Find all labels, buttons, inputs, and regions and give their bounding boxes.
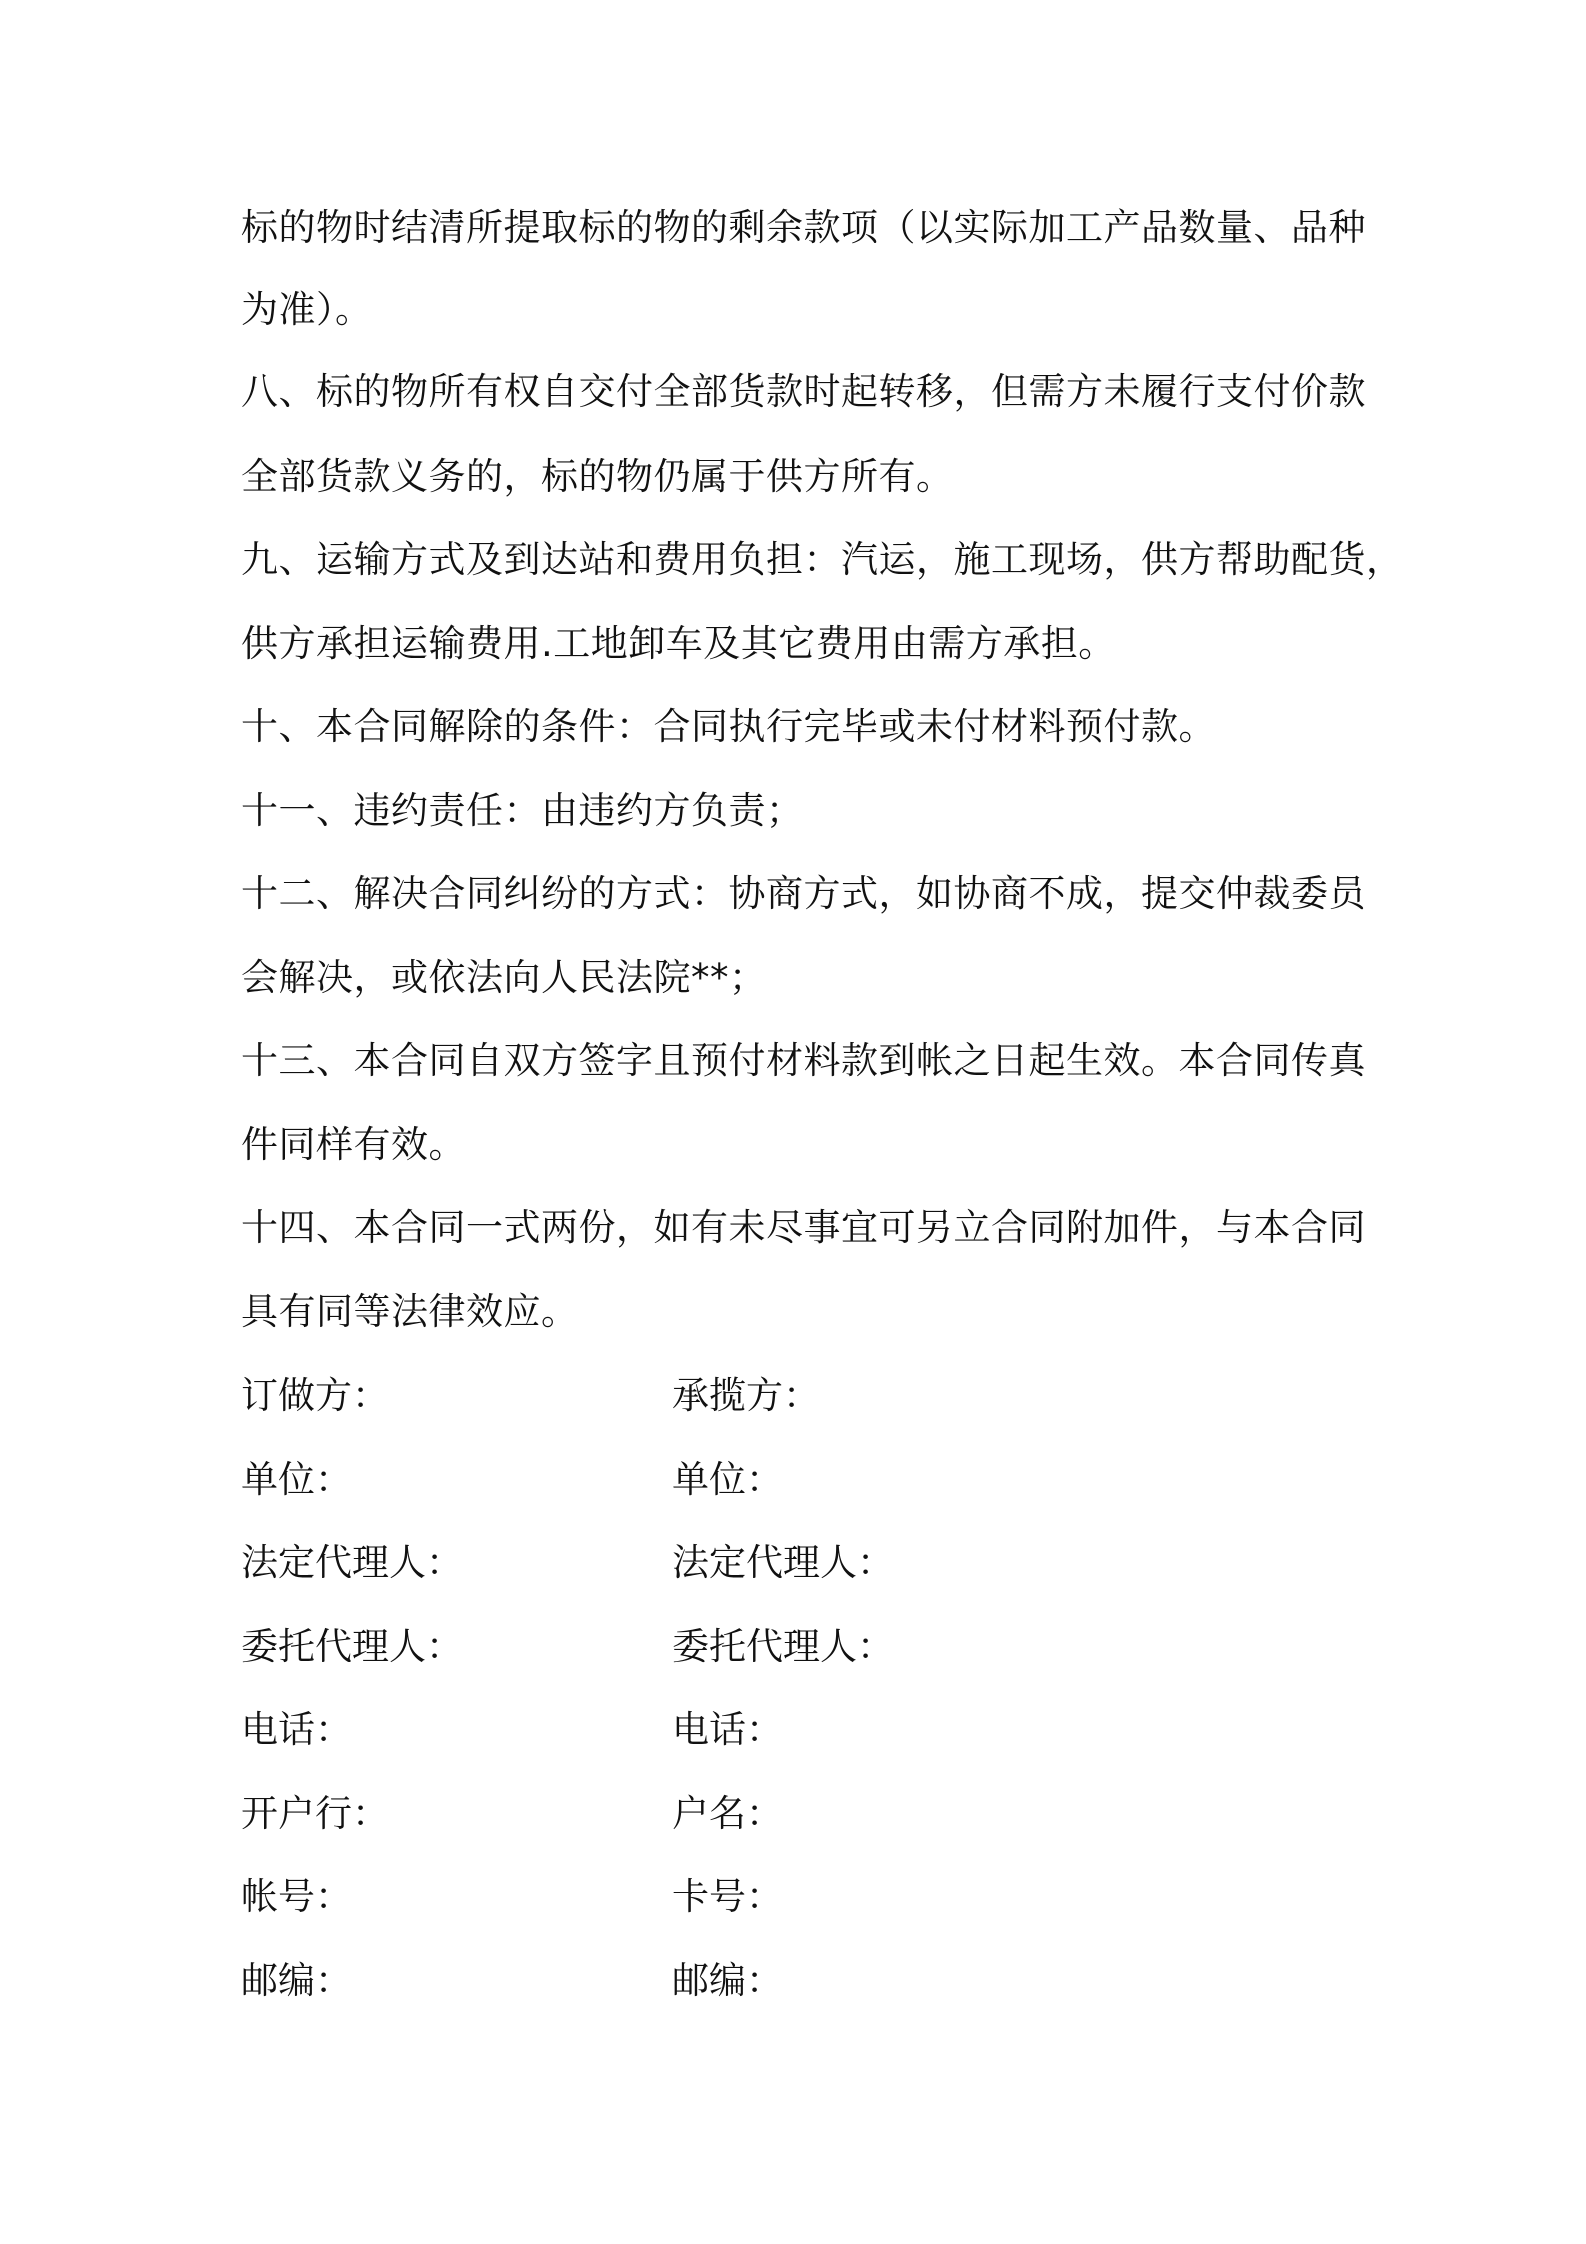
clause-11-line: 十一、违约责任：由违约方负责；: [241, 789, 804, 832]
contractor-legal-agent-label: 法定代理人：: [672, 1541, 894, 1584]
clause-8-line: 八、标的物所有权自交付全部货款时起转移，但需方未履行支付价款: [241, 370, 1366, 413]
contractor-card-number-label: 卡号：: [672, 1875, 783, 1918]
contractor-unit-label: 单位：: [672, 1458, 783, 1501]
orderer-label: 订做方：: [241, 1374, 389, 1417]
signature-row-legal-agent: [241, 1538, 1361, 1588]
signature-row-party: [241, 1371, 1361, 1421]
orderer-postcode-label: 邮编：: [241, 1959, 352, 2002]
signature-row-account: [241, 1872, 1361, 1922]
contractor-postcode-label: 邮编：: [672, 1959, 783, 2002]
text-line: 标的物时结清所提取标的物的剩余款项（以实际加工产品数量、品种: [241, 206, 1366, 249]
orderer-legal-agent-label: 法定代理人：: [241, 1541, 463, 1584]
signature-row-phone: [241, 1705, 1361, 1755]
clause-9-line: 九、运输方式及到达站和费用负担：汽运，施工现场，供方帮助配货，: [241, 538, 1404, 581]
signature-row-bank: [241, 1789, 1361, 1839]
signature-row-entrusted-agent: [241, 1622, 1361, 1672]
contractor-label: 承揽方：: [672, 1374, 820, 1417]
text-line: 为准）。: [241, 288, 373, 331]
orderer-unit-label: 单位：: [241, 1458, 352, 1501]
clause-14-line: 十四、本合同一式两份，如有未尽事宜可另立合同附加件，与本合同: [241, 1206, 1366, 1249]
text-line: 会解决，或依法向人民法院**；: [241, 956, 767, 999]
text-line: 具有同等法律效应。: [241, 1290, 579, 1333]
signature-row-unit: [241, 1455, 1361, 1505]
contractor-entrusted-agent-label: 委托代理人：: [672, 1625, 894, 1668]
orderer-entrusted-agent-label: 委托代理人：: [241, 1625, 463, 1668]
text-line: 供方承担运输费用.工地卸车及其它费用由需方承担。: [241, 622, 1116, 665]
signature-row-postcode: [241, 1956, 1361, 2006]
text-line: 件同样有效。: [241, 1123, 466, 1166]
orderer-phone-label: 电话：: [241, 1708, 352, 1751]
orderer-account-number-label: 帐号：: [241, 1875, 352, 1918]
text-line: 全部货款义务的，标的物仍属于供方所有。: [241, 455, 954, 498]
clause-13-line: 十三、本合同自双方签字且预付材料款到帐之日起生效。本合同传真: [241, 1039, 1366, 1082]
clause-10-line: 十、本合同解除的条件：合同执行完毕或未付材料预付款。: [241, 705, 1216, 748]
contractor-account-name-label: 户名：: [672, 1792, 783, 1835]
contractor-phone-label: 电话：: [672, 1708, 783, 1751]
orderer-bank-label: 开户行：: [241, 1792, 389, 1835]
clause-12-line: 十二、解决合同纠纷的方式：协商方式，如协商不成，提交仲裁委员: [241, 872, 1366, 915]
